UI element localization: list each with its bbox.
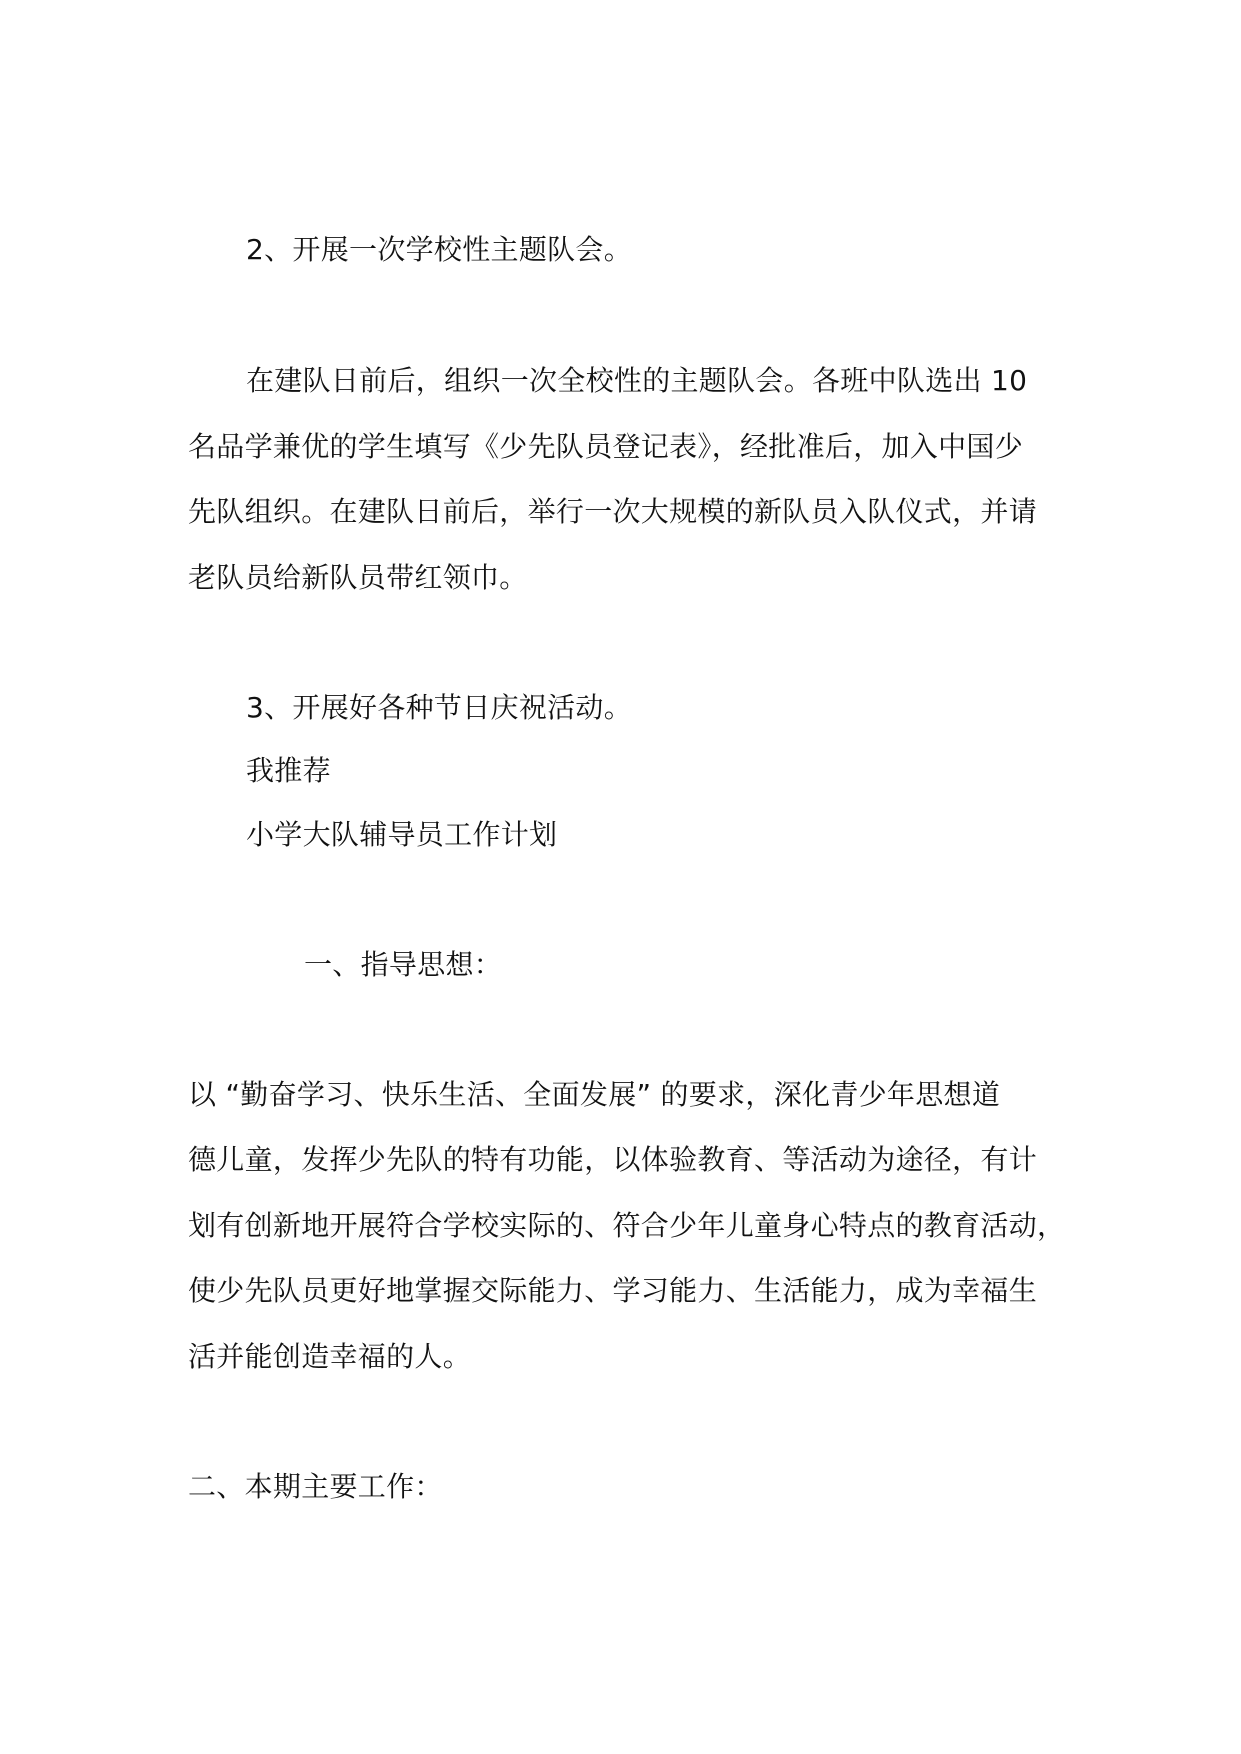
paragraph-line: 老队员给新队员带红领巾。 — [188, 561, 528, 594]
paragraph-line: 划有创新地开展符合学校实际的、符合少年儿童身心特点的教育活动， — [188, 1209, 1066, 1242]
paragraph-line: 在建队日前后，组织一次全校性的主题队会。各班中队选出 10 — [246, 364, 1028, 397]
paragraph-line: 以 “勤奋学习、快乐生活、全面发展” 的要求，深化青少年思想道 — [188, 1078, 1001, 1111]
section-heading-main-work: 二、本期主要工作： — [188, 1470, 443, 1503]
paragraph-line: 使少先队员更好地掌握交际能力、学习能力、生活能力，成为幸福生 — [188, 1274, 1038, 1307]
section-item-2-heading: 2、开展一次学校性主题队会。 — [246, 233, 633, 266]
section-item-3-heading: 3、开展好各种节日庆祝活动。 — [246, 691, 633, 724]
section-heading-guiding-thought: 一、指导思想： — [304, 948, 503, 981]
recommend-label: 我推荐 — [246, 754, 331, 787]
document-title: 小学大队辅导员工作计划 — [246, 818, 558, 851]
paragraph-line: 活并能创造幸福的人。 — [188, 1340, 472, 1373]
paragraph-line: 德儿童，发挥少先队的特有功能，以体验教育、等活动为途径，有计 — [188, 1143, 1038, 1176]
paragraph-line: 名品学兼优的学生填写《少先队员登记表》，经批准后，加入中国少 — [188, 430, 1024, 463]
paragraph-line: 先队组织。在建队日前后，举行一次大规模的新队员入队仪式，并请 — [188, 495, 1038, 528]
